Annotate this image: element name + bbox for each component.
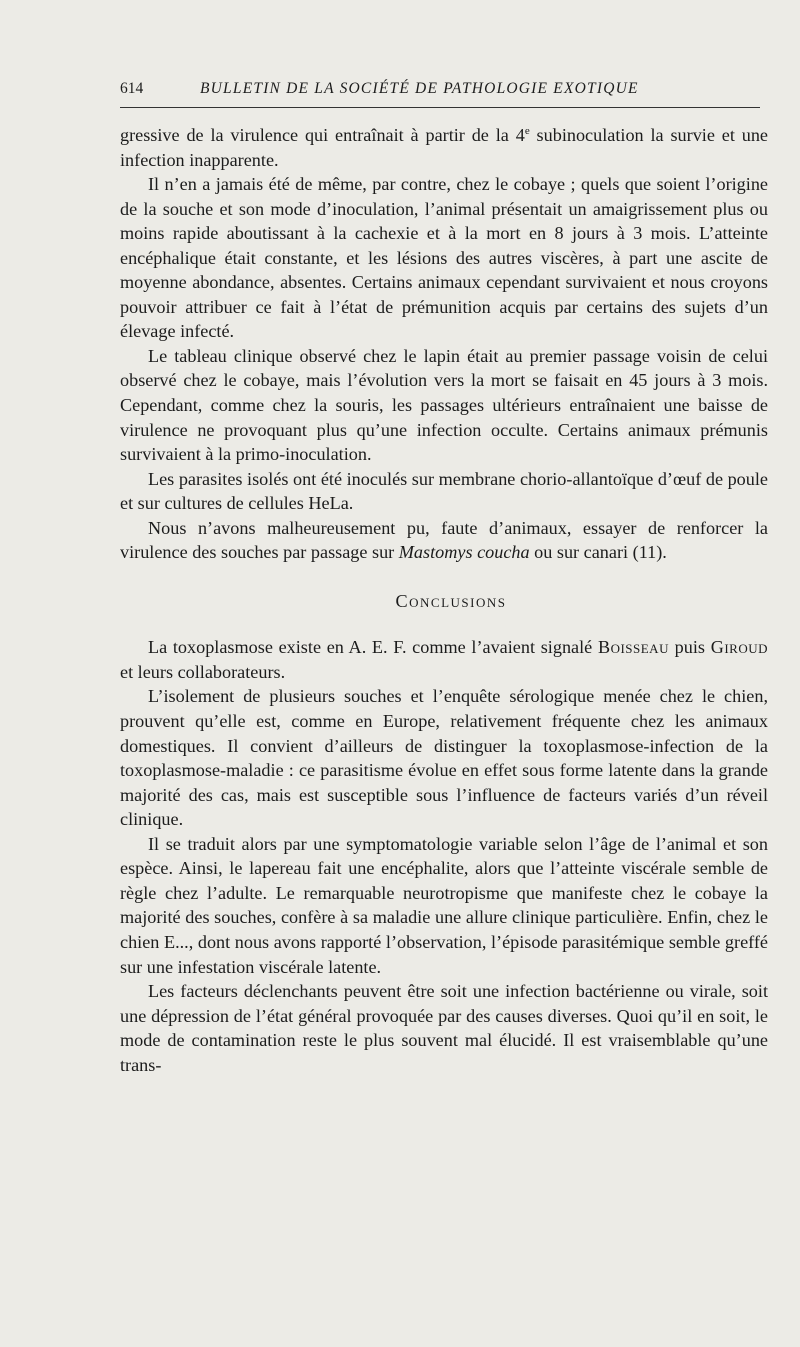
- journal-title: BULLETIN DE LA SOCIÉTÉ DE PATHOLOGIE EXOTIQUE: [200, 80, 639, 97]
- paragraph-3: Le tableau clinique observé chez le lapin était au premier passage voisin de celui observé chez le cobaye, mais l’évolution vers la mort se faisait en 45 jours à 3 mois. Cependant, comme chez la souris, les passages ultérieurs entraînaient une baisse de virulence ne provoquant plus qu’une infection occulte. Certains animaux prémunis survivaient à la primo-inoculation.: [120, 345, 768, 465]
- paragraph-9: Les facteurs déclenchants peuvent être soit une infection bactérienne ou virale, soit une dépression de l’état général provoquée par des causes diverses. Quoi qu’il en soit, le mode de contamination reste le plus souvent mal élucidé. Il est vraisemblable qu’une trans-: [120, 981, 768, 1075]
- article-body: [120, 123, 768, 1077]
- author-name: Boisseau: [597, 637, 669, 658]
- paragraph-2: Il n’en a jamais été de même, par contre, chez le cobaye ; quels que soient l’origine de la souche et son mode d’inoculation, l’animal présentait un amaigrissement plus ou moins rapide aboutissant à la cachexie et à la mort en 8 jours à 3 mois. L’atteinte encéphalique était constante, et les lésions des autres viscères, à part une ascite de moyenne abondance, absentes. Certains animaux cependant survivaient et nous croyons pouvoir attribuer ce fait à l’état de prémunition acquis par certains des sujets d’un élevage infecté.: [120, 174, 768, 342]
- paragraph-5: Nous n’avons malheureusement pu, faute d’animaux, essayer de renforcer la virulence des souches par passage sur Mastomys coucha ou sur canari (11).: [120, 517, 768, 563]
- page-number: 614: [120, 80, 144, 97]
- header-rule: [120, 107, 760, 108]
- paragraph-7: L’isolement de plusieurs souches et l’enquête sérologique menée chez le chien, prouvent qu’elle est, comme en Europe, relativement fréquente chez les animaux domestiques. Il convient d’ailleurs de distinguer la toxoplasmose-infection de la toxoplasmose-maladie : ce parasitisme évolue en effet sous forme latente dans la grande majorité des cas, mais est susceptible sous l’influence de facteurs variés d’un réveil clinique.: [120, 686, 768, 830]
- paragraph-8: Il se traduit alors par une symptomatologie variable selon l’âge de l’animal et son espèce. Ainsi, le lapereau fait une encéphalite, alors que l’atteinte viscérale semble de règle chez l’adulte. Le remarquable neurotropisme que manifeste chez le cobaye la majorité des souches, confère à sa maladie une allure clinique particulière. Enfin, chez le chien E..., dont nous avons rapporté l’observation, l’épisode parasitémique semble greffé sur une infestation viscérale latente.: [120, 833, 768, 977]
- section-heading: Conclusions: [395, 590, 507, 611]
- paragraph-1: gressive de la virulence qui entraînait à partir de la 4e subinoculation la survie et une infection inapparente.: [120, 124, 768, 170]
- species-name: Mastomys coucha: [398, 542, 530, 563]
- paragraph-4: Les parasites isolés ont été inoculés sur membrane chorio-allantoïque d’œuf de poule et sur cultures de cellules HeLa.: [120, 468, 768, 514]
- author-name: Giroud: [710, 637, 768, 658]
- paragraph-6: La toxoplasmose existe en A. E. F. comme l’avaient signalé Boisseau puis Giroud et leurs collaborateurs.: [120, 637, 768, 682]
